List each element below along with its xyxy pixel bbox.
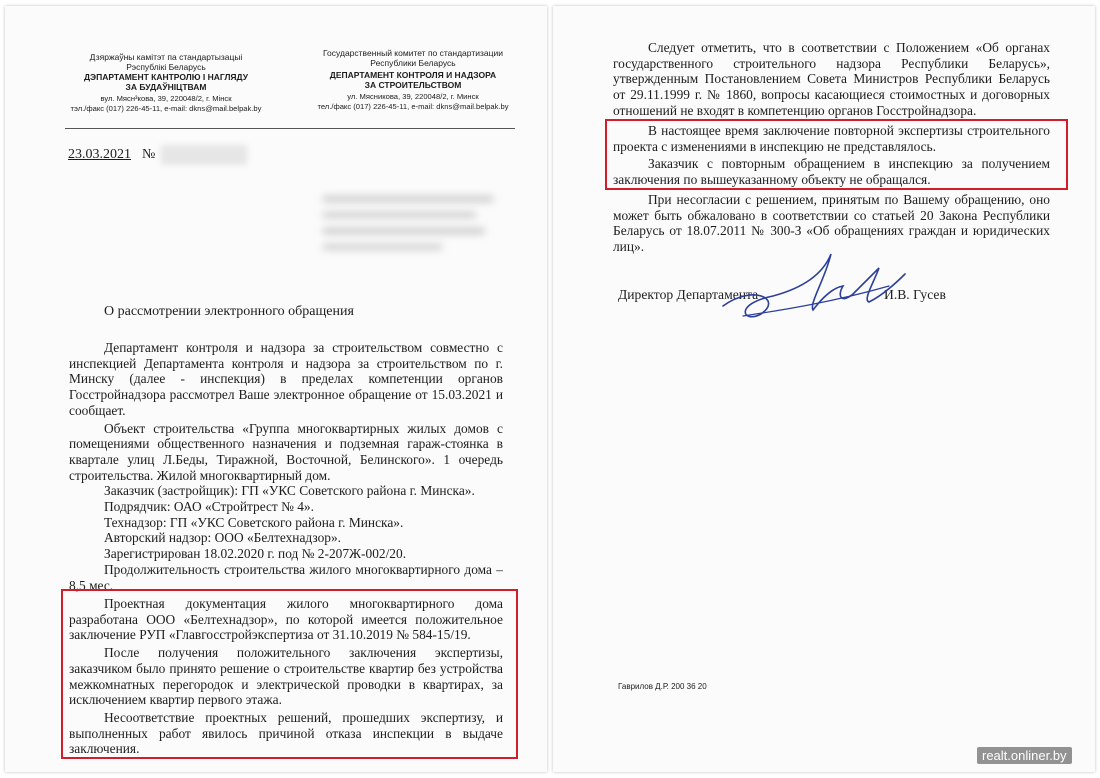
paragraph-project-docs: Проектная документация жилого многоквартирного дома разработана ООО «Белтехнадзор», по которой имеется положительное заключение РУП «Главгосстройэкспертиза от 31.10.2019 № 584-15/19. [69, 596, 503, 643]
paragraph-refusal-reason: Несоответствие проектных решений, прошедших экспертизу, и выполненных работ явилось причиной отказа инспекции в выдаче заключения. [69, 709, 503, 757]
header-ru-org-2: Республики Беларусь [370, 58, 456, 68]
paragraph-technical-supervision: Технадзор: ГП «УКС Советского района г. Минска». [104, 514, 404, 530]
header-by-address-1: вул. Мясн³кова, 39, 220048/2, г. Мінск [100, 94, 232, 103]
paragraph-contractor: Подрядчик: ОАО «Стройтрест № 4». [104, 499, 314, 515]
executor-info: Гаврилов Д.Р. 200 36 20 [618, 682, 707, 691]
watermark-text: realt.onliner.by [977, 747, 1072, 764]
redacted-number [161, 145, 247, 165]
paragraph-intro: Департамент контроля и надзора за строительством совместно с инспекцией Департамента контроля и надзора за строительством по г. Минску (далее - инспекция) в пределах компетенции органов Госстройнадзора рассмотрел Ваше электронное обращение от 15.03.2021 и сообщает. [69, 340, 503, 418]
highlighted-text-right [613, 123, 1050, 188]
paragraph-object: Объект строительства «Группа многоквартирных жилых домов с помещениями общественного назначения и подземная гараж-стоянка в квартале улиц Л.Беды, Тиражной, Восточной, Белинского». 1 очередь строительства. Жилой многоквартирный дом. [69, 420, 503, 483]
letter-page-2 [553, 6, 1095, 772]
header-ru-address-2: тел./факс (017) 226-45-11, e-mail: dkns@mail.belpak.by [317, 102, 509, 111]
paragraph-repeat-expertise: В настоящее время заключение повторной экспертизы строительного проекта с изменениями в инспекцию не представлялось. [613, 123, 1050, 154]
paragraph-customer: Заказчик (застройщик): ГП «УКС Советского района г. Минска». [104, 483, 475, 499]
letter-body-right [613, 40, 1050, 119]
header-by-dept-2: ЗА БУДАЎНІЦТВАМ [125, 82, 207, 92]
paragraph-appeal: При несогласии с решением, принятым по Вашему обращению, оно может быть обжаловано в соответствии со статьей 20 Закона Республики Беларусь от 18.07.2011 № 300-З «Об обращениях граждан и юридических лиц». [613, 192, 1050, 255]
handwritten-signature [713, 244, 913, 334]
header-by-org-1: Дзяржаўны камітэт па стандартызацыі [89, 52, 243, 62]
highlighted-text-left [69, 596, 503, 757]
paragraph-no-repeat-request: Заказчик с повторным обращением в инспекцию за получением заключения по вышеуказанному объекту не обращался. [613, 156, 1050, 188]
signature-name: И.В. Гусев [884, 287, 946, 302]
header-by-dept-1: ДЭПАРТАМЕНТ КАНТРОЛЮ І НАГЛЯДУ [84, 72, 248, 82]
header-divider [65, 128, 515, 129]
letter-date: 23.03.2021 [68, 147, 131, 162]
paragraph-customer-decision: После получения положительного заключения экспертизы, заказчиком было принято решение о строительстве квартир без устройства межкомнатных перегородок и электрической проводки в квартирах, за исключением квартир первого этажа. [69, 645, 503, 708]
header-ru-address-1: ул. Мясникова, 39, 220048/2, г. Минск [347, 92, 479, 101]
paragraph-duration: Продолжительность строительства жилого многоквартирного дома – 8,5 мес. [69, 561, 503, 593]
header-by-org-2: Рэспублікі Беларусь [126, 62, 206, 72]
header-belarusian [51, 52, 281, 114]
letter-subject: О рассмотрении электронного обращения [104, 304, 354, 319]
redacted-recipient [323, 190, 493, 280]
header-ru-dept-2: ЗА СТРОИТЕЛЬСТВОМ [364, 80, 462, 90]
letter-number-label: № [142, 147, 156, 162]
header-by-address-2: тэл./факс (017) 226-45-11, e-mail: dkns@mail.belpak.by [70, 104, 262, 113]
header-ru-org-1: Государственный комитет по стандартизации [323, 48, 503, 58]
signature-title: Директор Департамента [618, 287, 759, 302]
paragraph-registration: Зарегистрирован 18.02.2020 г. под № 2-207Ж-002/20. [104, 546, 407, 562]
header-russian [293, 48, 533, 112]
paragraph-regulation: Следует отметить, что в соответствии с Положением «Об органах государственного строительного надзора Республики Беларусь», утвержденным Постановлением Совета Министров Республики Беларусь от 29.11.1999 г. № 1860, вопросы касающиеся стоимостных и договорных отношений не входят в компетенцию органов Госстройнадзора. [613, 40, 1050, 118]
header-ru-dept-1: ДЕПАРТАМЕНТ КОНТРОЛЯ И НАДЗОРА [329, 70, 497, 80]
letter-body-left [69, 340, 503, 593]
paragraph-author-supervision: Авторский надзор: ООО «Белтехнадзор». [104, 530, 342, 546]
letter-page-1 [5, 6, 547, 772]
